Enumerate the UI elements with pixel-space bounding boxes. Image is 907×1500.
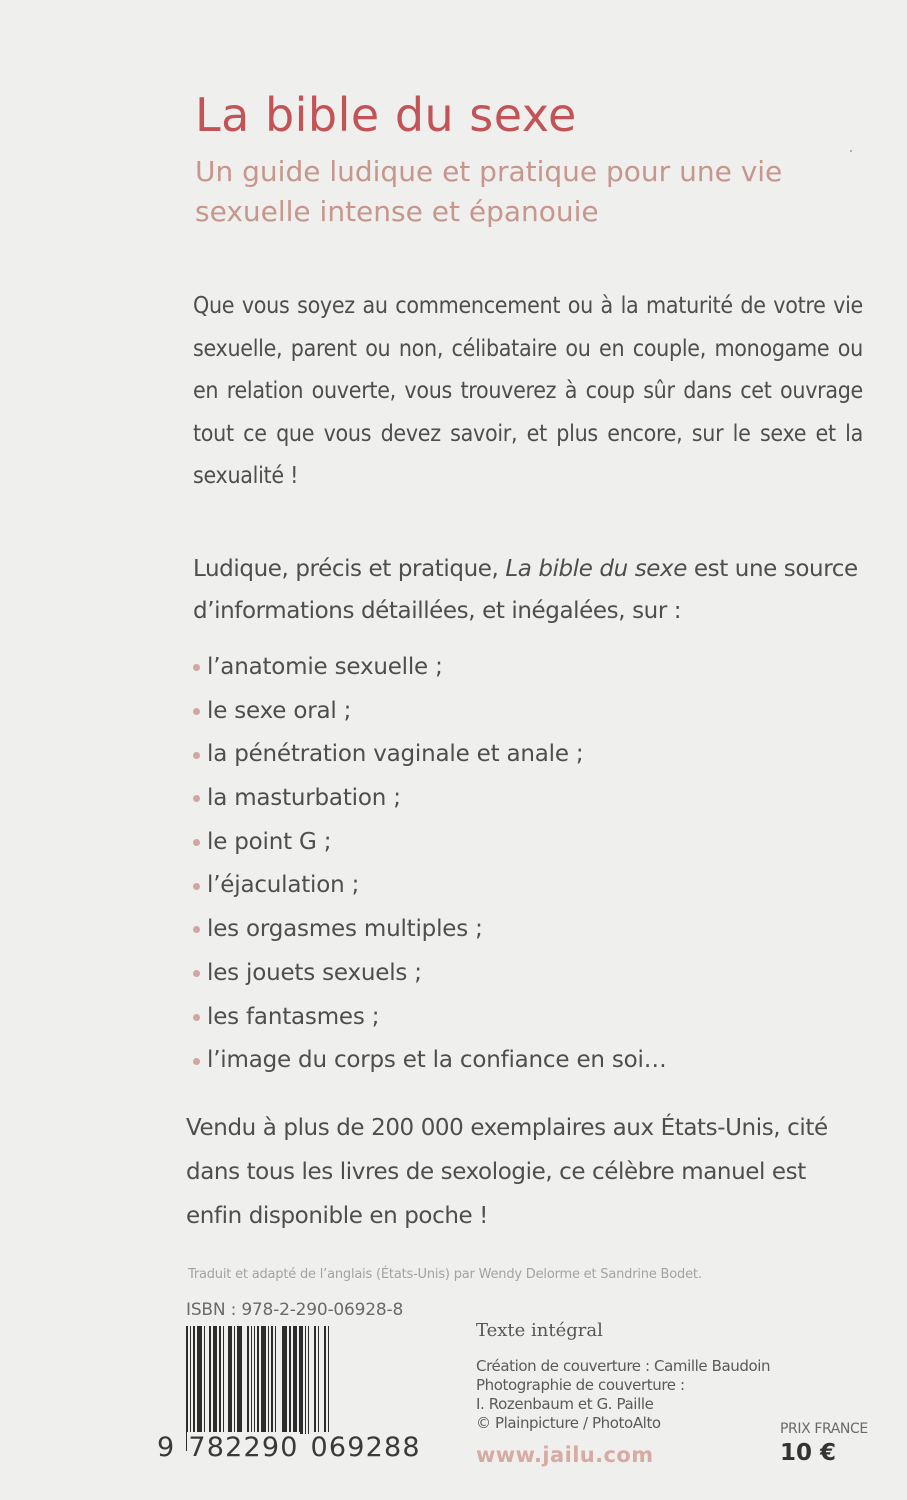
credit-line: Création de couverture : Camille Baudoin bbox=[476, 1357, 771, 1375]
list-item bbox=[193, 733, 863, 777]
list-item bbox=[193, 777, 863, 821]
bullet-icon bbox=[193, 839, 200, 846]
credit-line: I. Rozenbaum et G. Paille bbox=[476, 1395, 654, 1413]
price-label: PRIX FRANCE bbox=[780, 1421, 868, 1437]
topic-label: le sexe oral ; bbox=[207, 697, 352, 724]
topics-list bbox=[193, 646, 863, 1083]
publisher-website: www.jailu.com bbox=[476, 1443, 654, 1467]
barcode-first-digit: 9 bbox=[157, 1432, 176, 1463]
barcode-digits bbox=[157, 1432, 422, 1463]
list-item bbox=[193, 646, 863, 690]
intro-paragraph: Que vous soyez au commencement ou à la maturité de votre vie sexuelle, parent ou non, célibataire ou en couple, monogame ou en relation ouverte, vous trouverez à coup sûr dans cet ouvrage tout ce que vous devez savoir, et plus encore, sur le sexe et la sexualité ! bbox=[193, 293, 863, 489]
description-paragraph bbox=[193, 548, 863, 632]
cover-credits bbox=[476, 1357, 770, 1433]
description-text-start: Ludique, précis et pratique, bbox=[193, 556, 506, 582]
bullet-icon bbox=[193, 795, 200, 802]
bullet-icon bbox=[193, 708, 200, 715]
topic-label: l’image du corps et la confiance en soi… bbox=[207, 1047, 667, 1074]
bullet-icon bbox=[193, 664, 200, 671]
credit-line: Photographie de couverture : bbox=[476, 1376, 685, 1394]
list-item bbox=[193, 996, 863, 1040]
barcode-group-1: 782290 bbox=[188, 1432, 299, 1463]
price-value: 10 € bbox=[780, 1440, 837, 1466]
bullet-icon bbox=[193, 1058, 200, 1065]
book-title-italic: La bible du sexe bbox=[505, 556, 687, 582]
bullet-icon bbox=[193, 970, 200, 977]
list-item bbox=[193, 908, 863, 952]
list-item bbox=[193, 821, 863, 865]
topic-label: l’anatomie sexuelle ; bbox=[207, 654, 443, 680]
translation-credit: Traduit et adapté de l’anglais (États-Unis) par Wendy Delorme et Sandrine Bodet. bbox=[188, 1267, 702, 1282]
list-item bbox=[193, 864, 863, 908]
barcode-group-2: 069288 bbox=[310, 1432, 421, 1463]
topic-label: la masturbation ; bbox=[207, 785, 401, 812]
edition-note: Texte intégral bbox=[476, 1320, 603, 1341]
topic-label: l’éjaculation ; bbox=[207, 872, 360, 899]
book-subtitle: Un guide ludique et pratique pour une vie sexuelle intense et épanouie bbox=[195, 155, 783, 228]
barcode-icon bbox=[186, 1326, 412, 1444]
topic-label: le point G ; bbox=[207, 828, 332, 855]
topic-label: les fantasmes ; bbox=[207, 1003, 380, 1030]
closing-paragraph: Vendu à plus de 200 000 exemplaires aux États-Unis, cité dans tous les livres de sexologie, ce célèbre manuel est enfin disponible en poche ! bbox=[186, 1115, 828, 1229]
description-text-end: est une source d’informations détaillées, et inégalées, sur : bbox=[193, 556, 858, 624]
list-item bbox=[193, 1039, 863, 1083]
topic-label: les orgasmes multiples ; bbox=[207, 916, 483, 943]
isbn-label: ISBN : 978-2-290-06928-8 bbox=[186, 1300, 404, 1320]
list-item bbox=[193, 690, 863, 734]
bullet-icon bbox=[193, 752, 200, 759]
bullet-icon bbox=[193, 1014, 200, 1021]
credit-line: © Plainpicture / PhotoAlto bbox=[476, 1414, 661, 1432]
bullet-icon bbox=[193, 883, 200, 890]
topic-label: les jouets sexuels ; bbox=[207, 959, 422, 986]
book-title: La bible du sexe bbox=[195, 88, 577, 142]
list-item bbox=[193, 952, 863, 996]
topic-label: la pénétration vaginale et anale ; bbox=[207, 741, 584, 768]
bullet-icon bbox=[193, 926, 200, 933]
